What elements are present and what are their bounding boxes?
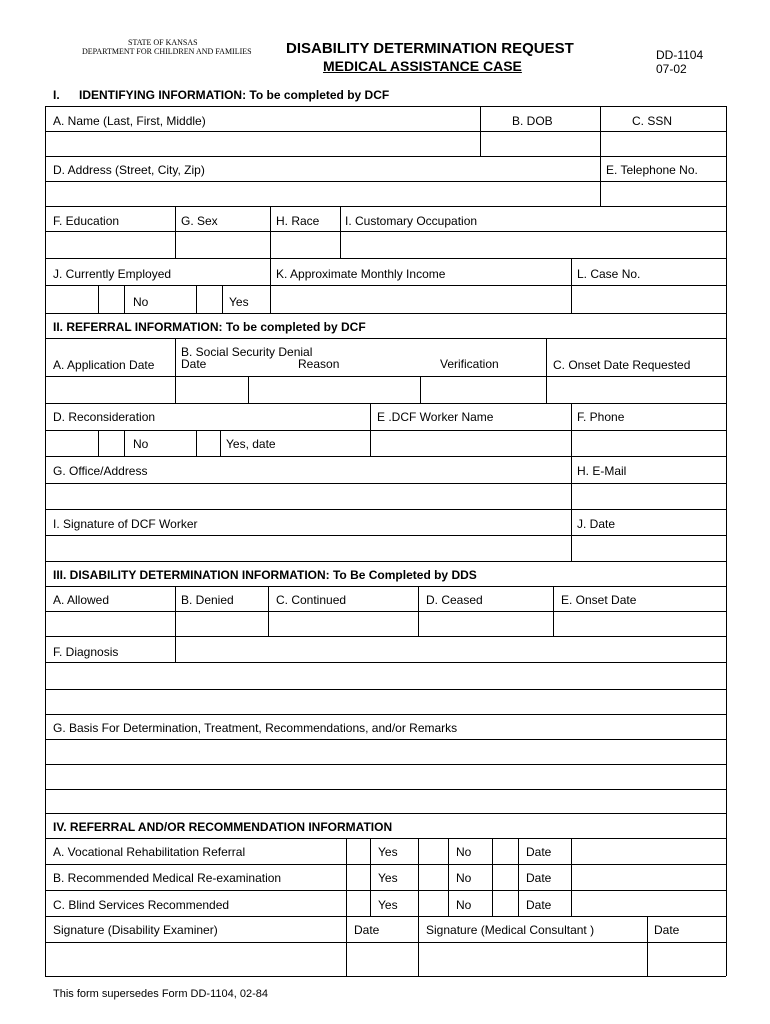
employed-no-label: No xyxy=(133,295,149,309)
address-label: D. Address (Street, City, Zip) xyxy=(53,163,205,177)
allowed-field[interactable] xyxy=(46,612,174,635)
consultant-date-field[interactable] xyxy=(648,943,725,975)
race-label: H. Race xyxy=(276,214,320,228)
sex-label: G. Sex xyxy=(181,214,218,228)
basis-line-1[interactable] xyxy=(46,740,725,763)
vocational-rehab-yes-label: Yes xyxy=(378,845,398,859)
signature-date-field[interactable] xyxy=(572,536,725,560)
worker-signature-label: I. Signature of DCF Worker xyxy=(53,517,198,531)
vocational-rehab-no-checkbox[interactable] xyxy=(419,839,447,863)
form-title: DISABILITY DETERMINATION REQUEST xyxy=(286,40,574,57)
vocational-rehab-no-label: No xyxy=(456,845,472,859)
phone-field[interactable] xyxy=(572,431,725,455)
diagnosis-field[interactable] xyxy=(176,637,725,661)
ssd-date-label: Date xyxy=(181,357,207,371)
office-field[interactable] xyxy=(46,484,570,508)
telephone-label: E. Telephone No. xyxy=(606,163,698,177)
signature-date-label: J. Date xyxy=(577,517,616,531)
ssd-verification-field[interactable] xyxy=(421,377,545,402)
dob-label: B. DOB xyxy=(512,114,553,128)
office-label: G. Office/Address xyxy=(53,464,148,478)
ssd-date-field[interactable] xyxy=(176,377,247,402)
denied-label: B. Denied xyxy=(181,593,234,607)
application-date-field[interactable] xyxy=(46,377,174,402)
employed-yes-label: Yes xyxy=(229,295,249,309)
reconsideration-no-checkbox[interactable] xyxy=(99,431,123,455)
consultant-signature-label: Signature (Medical Consultant ) xyxy=(426,923,595,937)
medical-reexam-yes-label: Yes xyxy=(378,871,398,885)
allowed-label: A. Allowed xyxy=(53,593,110,607)
phone-label: F. Phone xyxy=(577,410,625,424)
worker-name-label: E .DCF Worker Name xyxy=(377,410,494,424)
occupation-label: I. Customary Occupation xyxy=(345,214,478,228)
onset-requested-label: C. Onset Date Requested xyxy=(553,358,691,372)
ceased-field[interactable] xyxy=(419,612,552,635)
continued-label: C. Continued xyxy=(276,593,347,607)
denied-field[interactable] xyxy=(176,612,267,635)
telephone-field[interactable] xyxy=(601,182,725,205)
department-name: DEPARTMENT FOR CHILDREN AND FAMILIES xyxy=(82,47,252,56)
consultant-date-label: Date xyxy=(654,923,680,937)
ssn-field[interactable] xyxy=(601,132,725,155)
vocational-rehab-label: A. Vocational Rehabilitation Referral xyxy=(53,845,246,859)
medical-reexam-yes-checkbox[interactable] xyxy=(347,865,369,889)
email-label: H. E-Mail xyxy=(577,464,627,478)
occupation-field[interactable] xyxy=(341,232,725,257)
worker-signature-field[interactable] xyxy=(46,536,570,560)
diagnosis-label: F. Diagnosis xyxy=(53,645,119,659)
continued-field[interactable] xyxy=(269,612,417,635)
form-subtitle: MEDICAL ASSISTANCE CASE xyxy=(323,58,522,74)
reconsideration-no-label: No xyxy=(133,437,149,451)
medical-reexam-label: B. Recommended Medical Re-examination xyxy=(53,871,282,885)
section2-heading: II. REFERRAL INFORMATION: To be completed by DCF xyxy=(53,320,366,334)
ceased-label: D. Ceased xyxy=(426,593,483,607)
application-date-label: A. Application Date xyxy=(53,358,155,372)
vocational-rehab-date-field[interactable] xyxy=(572,839,725,863)
examiner-date-field[interactable] xyxy=(347,943,417,975)
medical-reexam-no-label: No xyxy=(456,871,472,885)
blind-services-no-checkbox[interactable] xyxy=(419,891,447,915)
name-field[interactable] xyxy=(46,132,479,155)
examiner-signature-label: Signature (Disability Examiner) xyxy=(53,923,218,937)
address-field[interactable] xyxy=(46,182,599,205)
employed-no-checkbox[interactable] xyxy=(99,286,123,312)
medical-reexam-date-label: Date xyxy=(526,871,552,885)
blind-services-date-field[interactable] xyxy=(572,891,725,915)
medical-reexam-no-checkbox[interactable] xyxy=(419,865,447,889)
state-name: STATE OF KANSAS xyxy=(128,38,198,47)
reconsideration-label: D. Reconsideration xyxy=(53,410,156,424)
form-revision-date: 07-02 xyxy=(656,62,687,76)
email-field[interactable] xyxy=(572,484,725,508)
onset-requested-field[interactable] xyxy=(547,377,725,402)
section1-heading: IDENTIFYING INFORMATION: To be completed by DCF xyxy=(79,88,390,102)
sex-field[interactable] xyxy=(176,232,269,257)
income-label: K. Approximate Monthly Income xyxy=(276,267,446,281)
blind-services-label: C. Blind Services Recommended xyxy=(53,898,230,912)
worker-name-field[interactable] xyxy=(371,431,570,455)
onset-date-label: E. Onset Date xyxy=(561,593,637,607)
blind-services-yes-checkbox[interactable] xyxy=(347,891,369,915)
case-no-label: L. Case No. xyxy=(577,267,641,281)
name-label: A. Name (Last, First, Middle) xyxy=(53,114,206,128)
ssn-label: C. SSN xyxy=(632,114,673,128)
blind-services-no-label: No xyxy=(456,898,472,912)
ssd-reason-field[interactable] xyxy=(249,377,419,402)
vocational-rehab-date-label: Date xyxy=(526,845,552,859)
blind-services-date-label: Date xyxy=(526,898,552,912)
race-field[interactable] xyxy=(271,232,339,257)
vocational-rehab-yes-checkbox[interactable] xyxy=(347,839,369,863)
ssd-label: B. Social Security Denial xyxy=(181,345,313,359)
dob-field[interactable] xyxy=(481,132,599,155)
form-number: DD-1104 xyxy=(656,48,704,62)
consultant-signature-field[interactable] xyxy=(419,943,646,975)
medical-reexam-date-field[interactable] xyxy=(572,865,725,889)
basis-label: G. Basis For Determination, Treatment, Recommendations, and/or Remarks xyxy=(53,721,458,735)
examiner-signature-field[interactable] xyxy=(46,943,345,975)
examiner-date-label: Date xyxy=(354,923,380,937)
section4-heading: IV. REFERRAL AND/OR RECOMMENDATION INFORMATION xyxy=(53,820,393,834)
diagnosis-line-3[interactable] xyxy=(46,690,725,713)
basis-line-2[interactable] xyxy=(46,765,725,788)
supersedes-note: This form supersedes Form DD-1104, 02-84 xyxy=(53,988,268,1000)
employed-label: J. Currently Employed xyxy=(53,267,172,281)
education-label: F. Education xyxy=(53,214,120,228)
ssd-reason-label: Reason xyxy=(298,357,340,371)
education-field[interactable] xyxy=(46,232,174,257)
employed-yes-checkbox[interactable] xyxy=(197,286,221,312)
reconsideration-yes-date-label: Yes, date xyxy=(226,437,276,451)
section1-number: I. xyxy=(53,88,60,102)
reconsideration-yes-checkbox[interactable] xyxy=(197,431,219,455)
diagnosis-line-2[interactable] xyxy=(46,663,725,688)
income-field[interactable] xyxy=(271,286,570,312)
ssd-verification-label: Verification xyxy=(440,357,499,371)
case-no-field[interactable] xyxy=(572,286,725,312)
onset-date-field[interactable] xyxy=(554,612,725,635)
basis-line-3[interactable] xyxy=(46,790,725,812)
blind-services-yes-label: Yes xyxy=(378,898,398,912)
section3-heading: III. DISABILITY DETERMINATION INFORMATION: To Be Completed by DDS xyxy=(53,568,477,582)
